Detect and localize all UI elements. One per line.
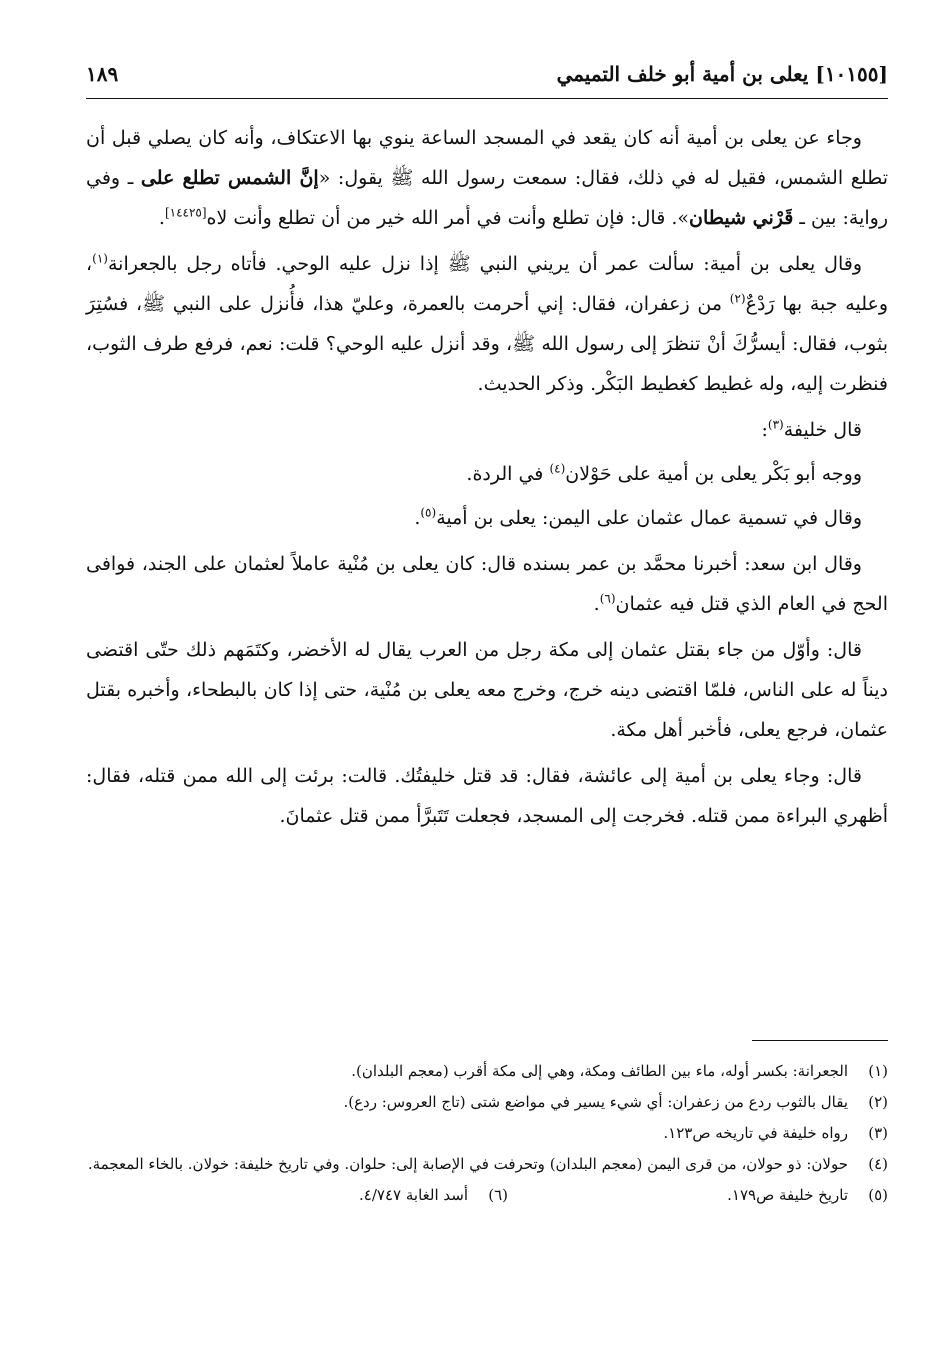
main-text bbox=[86, 118, 888, 842]
footnote-ref: (٢) bbox=[729, 291, 746, 306]
running-title: [١٠١٥٥] يعلى بن أمية أبو خلف التميمي bbox=[556, 62, 888, 86]
footnote-3: (٣) رواه خليفة في تاريخه ص١٢٣. bbox=[663, 1124, 888, 1142]
footnote-ref: (٥) bbox=[420, 505, 437, 520]
footnote-separator bbox=[752, 1040, 888, 1041]
paragraph-3: قال خليفة$^{(٣)}$: bbox=[761, 417, 862, 441]
page-number: ١٨٩ bbox=[86, 62, 119, 86]
footnote-2: (٢) يقال بالثوب ردع من زعفران: أي شيء يسير في مواضع شتى (تاج العروس: ردع). bbox=[343, 1093, 888, 1111]
paragraph-5: وقال في تسمية عمال عثمان على اليمن: يعلى بن أمية$^{(٥)}$. bbox=[414, 505, 862, 529]
paragraph-8: قال: وجاء يعلى بن أمية إلى عائشة، فقال: قد قتل خليفتُك. قالت: برئت إلى الله ممن قتله، فقال: أظهري البراءة ممن قتله. فخرجت إلى المسجد، فجعلت تَتَبرَّأ ممن قتل عثمانَ. bbox=[86, 765, 888, 827]
footnote-4: (٤) حولان: ذو حولان، من قرى اليمن (معجم البلدان) وتحرفت في الإصابة إلى: حلوان. وفي تاريخ خليفة: خولان. بالخاء المعجمة. bbox=[87, 1155, 888, 1173]
footnote-row bbox=[86, 1180, 888, 1211]
hadith-number: [١٤٤٢٥] bbox=[164, 205, 207, 220]
footnote-ref: (٦) bbox=[599, 591, 616, 606]
header-rule bbox=[86, 98, 888, 99]
paragraph-2: وقال يعلى بن أمية: سألت عمر أن يريني النبي ﷺ إذا نزل عليه الوحي. فأتاه رجل بالجعرانة$^{(١)}$، وعليه جبة بها رَدْعٌ$^{(٢)}$ من زعفران، فقال: إني أحرمت بالعمرة، وعليّ هذا، فأُنزل على النبي ﷺ، فسُتِرَ بثوب، فقال: أيسرُّكَ أنْ تنظرَ إلى رسول الله ﷺ، وقد أنزل عليه الوحي؟ قلت: نعم، فرفع طرف الثوب، فنظرت إليه، وله غطيط كغطيط البَكْر. وذكر الحديث. bbox=[86, 251, 888, 395]
paragraph-4: ووجه أبو بَكْر يعلى بن أمية على حَوْلان$^{(٤)}$ في الردة. bbox=[466, 461, 862, 485]
footnote-6: (٦) أسد الغابة ٤/٧٤٧. bbox=[359, 1186, 508, 1204]
hadith-text: قَرْني شيطان bbox=[689, 207, 794, 229]
paragraph-1: وجاء عن يعلى بن أمية أنه كان يقعد في المسجد الساعة ينوي بها الاعتكاف، وأنه كان يصلي قبل أن تطلع الشمس، فقيل له في ذلك، فقال: سمعت رسول الله ﷺ يقول: «إنَّ الشمس تطلع على ـ وفي رواية: بين ـ قَرْني شيطان». قال: فإن تطلع وأنت في أمر الله خير من أن تطلع وأنت لاه[١٤٤٢٥]. bbox=[86, 127, 889, 229]
hadith-text: إنَّ الشمس تطلع على bbox=[140, 167, 319, 189]
footnote-ref: (٣) bbox=[767, 417, 784, 432]
paragraph-7: قال: وأوّل من جاء بقتل عثمان إلى مكة رجل من العرب يقال له الأخضر، وكتَمَهم ذلك حتّى اقتضى ديناً له على الناس، فلمّا اقتضى دينه خرج، وخرج معه يعلى بن مُنْية، حتى إذا كان بالبطحاء، وأخبره بقتل عثمان، فرجع يعلى، فأخبر أهل مكة. bbox=[86, 639, 888, 741]
page-header bbox=[86, 58, 888, 98]
footnote-ref: (١) bbox=[92, 251, 108, 266]
paragraph-6: وقال ابن سعد: أخبرنا محمَّد بن عمر بسنده قال: كان يعلى بن مُنْية عاملاً لعثمان على الجند، فوافى الحج في العام الذي قتل فيه عثمان$^{(٦)}$. bbox=[86, 553, 888, 615]
footnotes bbox=[86, 1056, 888, 1211]
footnote-1: (١) الجعرانة: بكسر أوله، ماء بين الطائف ومكة، وهي إلى مكة أقرب (معجم البلدان). bbox=[351, 1062, 888, 1080]
footnote-5: (٥) تاريخ خليفة ص١٧٩. bbox=[727, 1186, 888, 1204]
footnote-ref: (٤) bbox=[549, 461, 566, 476]
